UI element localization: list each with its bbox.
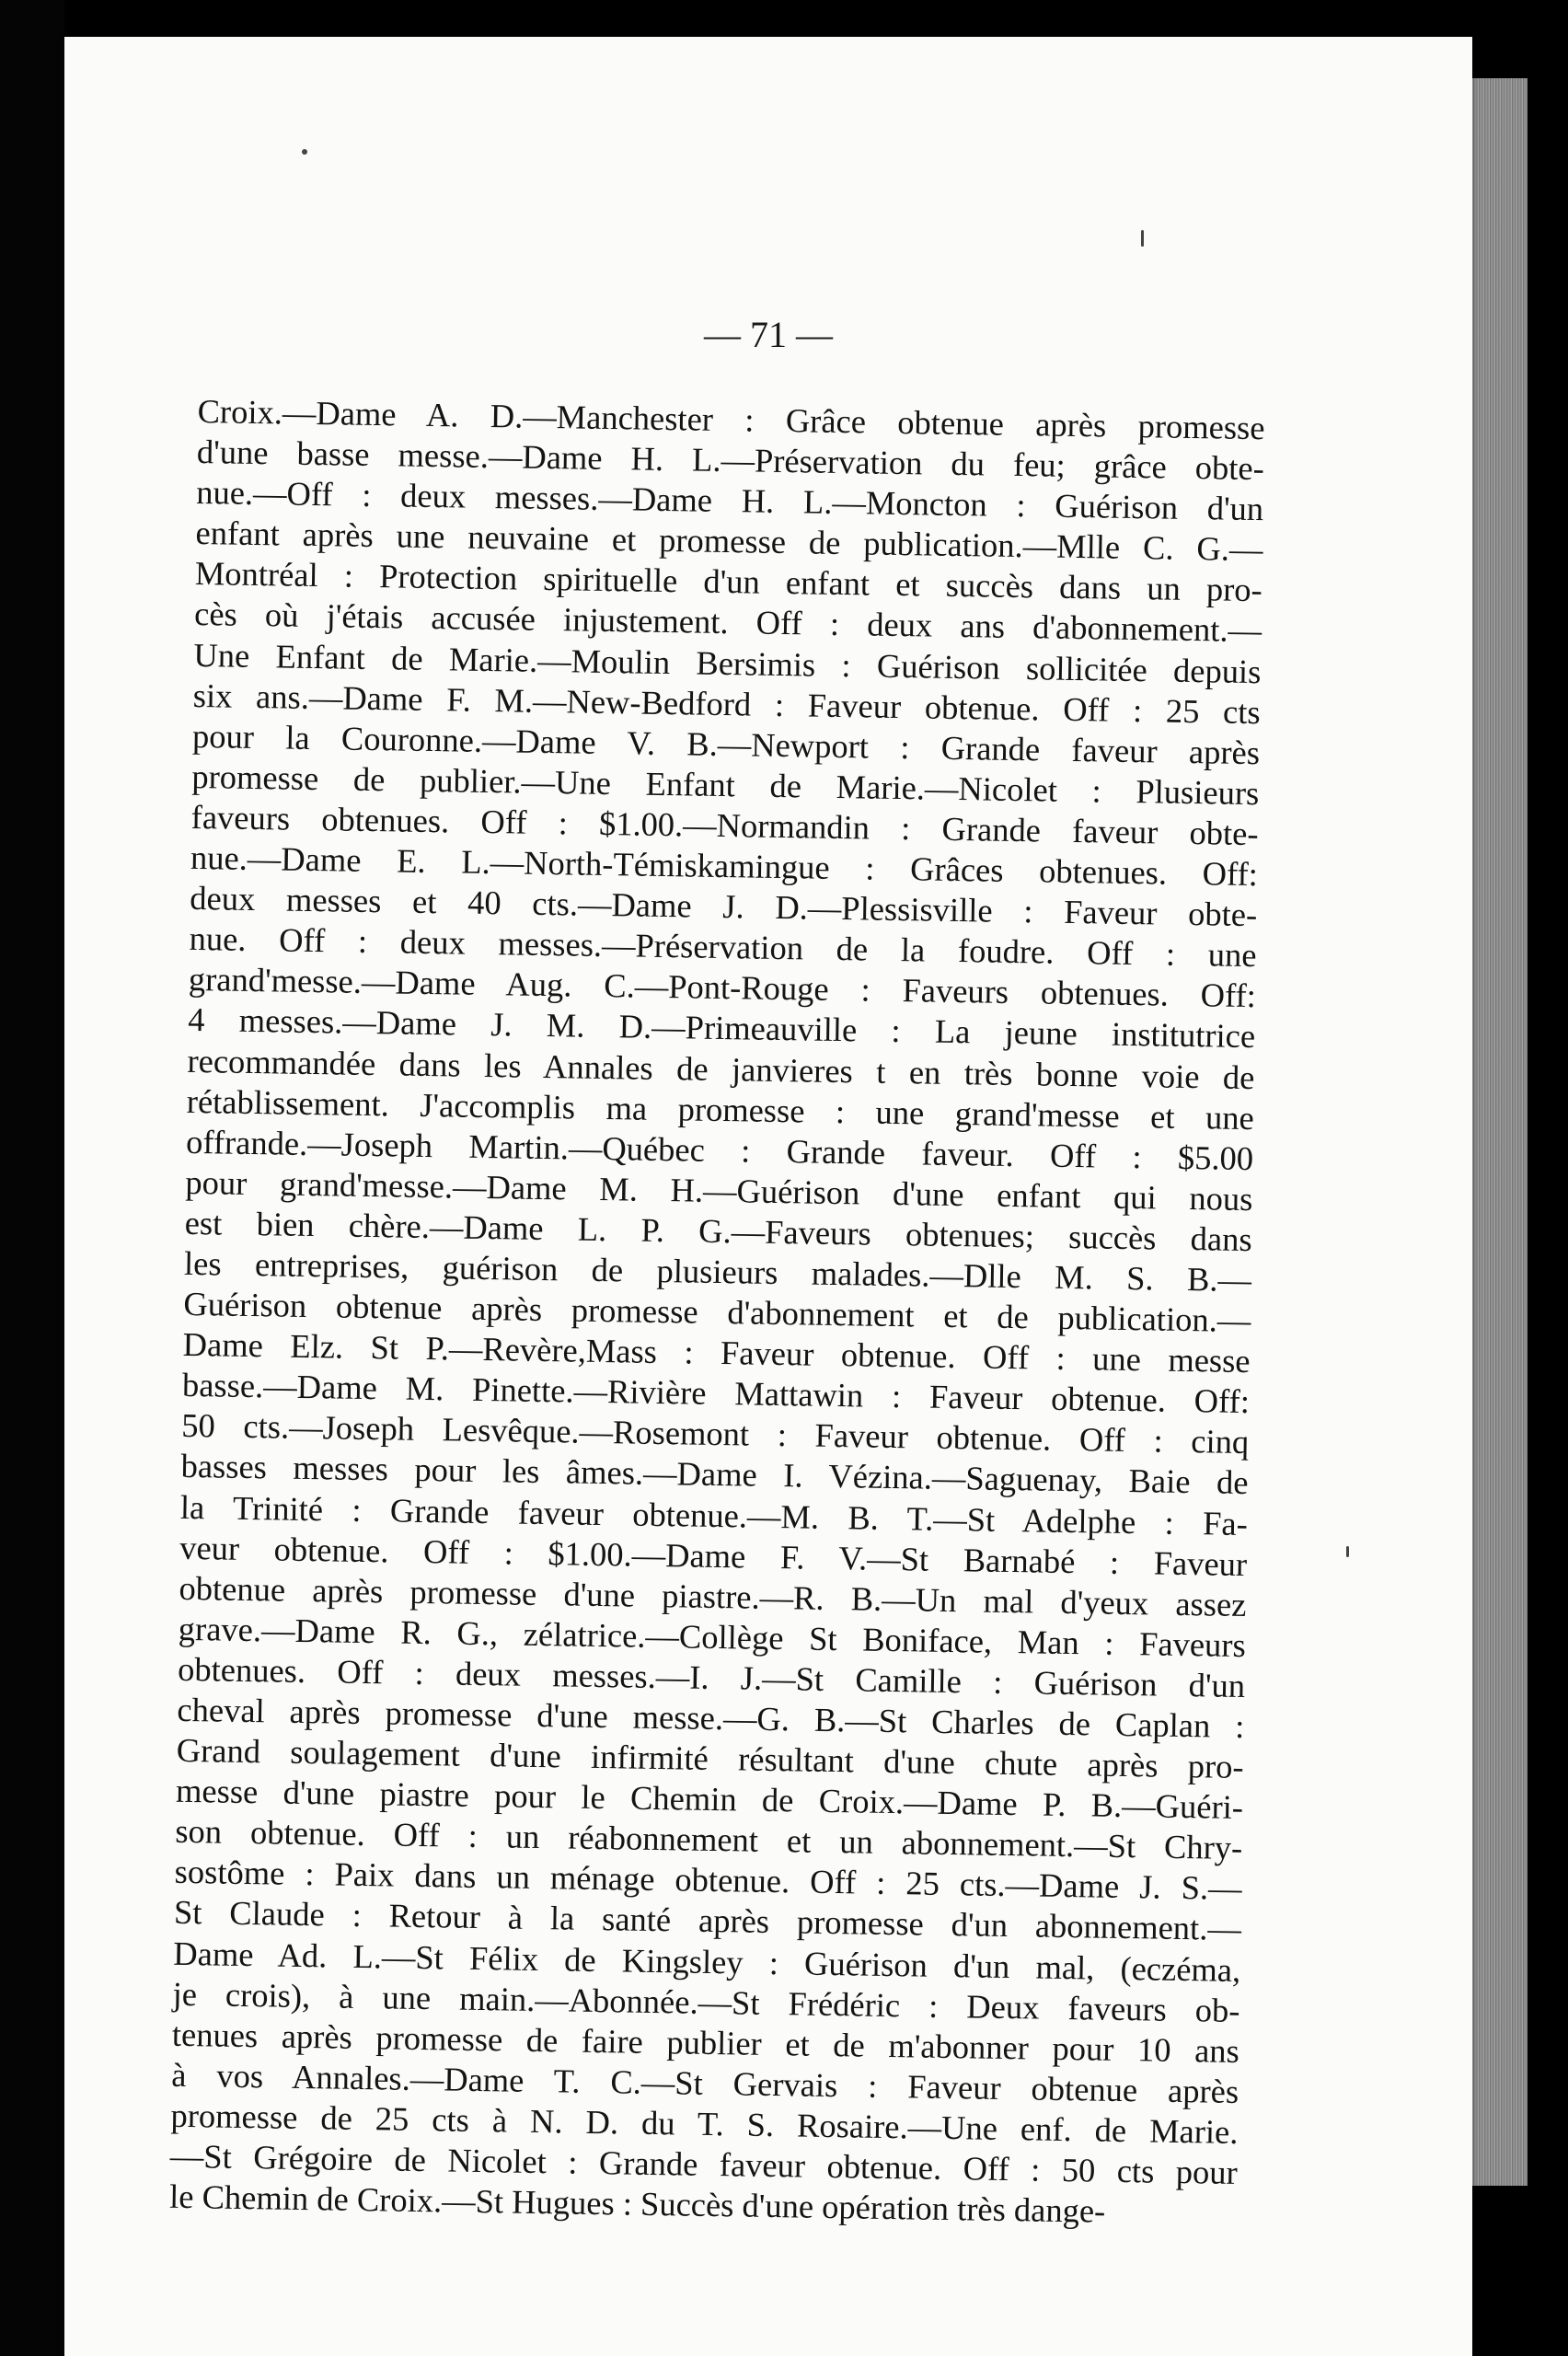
text-line: veur obtenue. Off : $1.00.—Dame F. V.—St Barnabé : Faveur xyxy=(179,1528,1248,1583)
text-line: le Chemin de Croix.—St Hugues : Succès d'une opération très dange- xyxy=(168,2177,1106,2230)
text-line: nue.—Off : deux messes.—Dame H. L.—Moncton : Guérison d'un xyxy=(195,473,1264,528)
text-line: nue.—Dame E. L.—North-Témiskamingue : Grâces obtenues. Off: xyxy=(190,837,1259,894)
page-number: — 71 — xyxy=(704,314,833,355)
text-line: six ans.—Dame F. M.—New-Bedford : Faveur obtenue. Off : 25 cts xyxy=(192,676,1261,731)
dust-speck xyxy=(1141,230,1144,247)
text-line: offrande.—Joseph Martin.—Québec : Grande faveur. Off : $5.00 xyxy=(185,1122,1254,1177)
text-line: est bien chère.—Dame L. P. G.—Faveurs obtenues; succès dans xyxy=(184,1203,1252,1258)
text-line: pour grand'messe.—Dame M. H.—Guérison d'une enfant qui nous xyxy=(185,1162,1253,1218)
text-line: grave.—Dame R. G., zélatrice.—Collège St Boniface, Man : Faveurs xyxy=(178,1609,1247,1664)
text-line: Dame Ad. L.—St Félix de Kingsley : Guérison d'un mal, (eczéma, xyxy=(173,1934,1241,1989)
text-line: Une Enfant de Marie.—Moulin Bersimis : Guérison sollicitée depuis xyxy=(193,635,1262,690)
text-line: Montréal : Protection spirituelle d'un enfant et succès dans un pro- xyxy=(194,554,1263,609)
text-line: 4 messes.—Dame J. M. D.—Primeauville : La jeune institutrice xyxy=(187,1000,1256,1056)
text-line: je crois), à une main.—Abonnée.—St Frédéric : Deux faveurs ob- xyxy=(172,1974,1240,2029)
dust-speck xyxy=(302,149,307,155)
text-line: promesse de 25 cts à N. D. du T. S. Rosaire.—Une enf. de Marie. xyxy=(170,2096,1239,2151)
book-page xyxy=(64,37,1472,2356)
text-line: Grand soulagement d'une infirmité résultant d'une chute après pro- xyxy=(176,1730,1244,1786)
text-line: cès où j'étais accusée injustement. Off : deux ans d'abonnement.— xyxy=(193,595,1262,650)
text-line: grand'messe.—Dame Aug. C.—Pont-Rouge : Faveurs obtenues. Off: xyxy=(188,960,1257,1015)
text-line: la Trinité : Grande faveur obtenue.—M. B. T.—St Adelphe : Fa- xyxy=(179,1487,1249,1542)
text-line: promesse de publier.—Une Enfant de Marie.—Nicolet : Plusieurs xyxy=(191,756,1260,813)
text-line: les entreprises, guérison de plusieurs malades.—Dlle M. S. B.— xyxy=(183,1243,1252,1299)
text-line: messe d'une piastre pour le Chemin de Croix.—Dame P. B.—Guéri- xyxy=(175,1772,1244,1827)
text-line: d'une basse messe.—Dame H. L.—Préservation du feu; grâce obte- xyxy=(196,433,1265,488)
text-line: pour la Couronne.—Dame V. B.—Newport : Grande faveur après xyxy=(191,716,1261,771)
text-line: recommandée dans les Annales de janvieres t en très bonne voie de xyxy=(187,1041,1255,1096)
film-border-left xyxy=(0,0,64,2356)
text-line: St Claude : Retour à la santé après promesse d'un abonnement.— xyxy=(173,1893,1242,1948)
text-line: deux messes et 40 cts.—Dame J. D.—Plessisville : Faveur obte- xyxy=(190,879,1258,934)
text-line: tenues après promesse de faire publier et de m'abonner pour 10 ans xyxy=(171,2015,1240,2070)
text-line: sostôme : Paix dans un ménage obtenue. Off : 25 cts.—Dame J. S.— xyxy=(174,1853,1242,1908)
text-line: basse.—Dame M. Pinette.—Rivière Mattawin : Faveur obtenue. Off: xyxy=(181,1366,1251,1421)
dust-speck xyxy=(1346,1546,1349,1557)
text-line: faveurs obtenues. Off : $1.00.—Normandin : Grande faveur obte- xyxy=(190,797,1259,853)
book-page-edges xyxy=(1468,78,1528,2186)
text-line: —St Grégoire de Nicolet : Grande faveur obtenue. Off : 50 cts pour xyxy=(169,2136,1239,2192)
text-line: obtenues. Off : deux messes.—I. J.—St Camille : Guérison d'un xyxy=(177,1649,1246,1704)
text-line: basses messes pour les âmes.—Dame I. Vézina.—Saguenay, Baie de xyxy=(180,1447,1249,1502)
text-line: à vos Annales.—Dame T. C.—St Gervais : Faveur obtenue après xyxy=(170,2055,1239,2110)
text-line: 50 cts.—Joseph Lesvêque.—Rosemont : Faveur obtenue. Off : cinq xyxy=(181,1406,1250,1461)
text-line: Dame Elz. St P.—Revère,Mass : Faveur obtenue. Off : une messe xyxy=(182,1325,1251,1380)
text-line: Croix.—Dame A. D.—Manchester : Grâce obtenue après promesse xyxy=(197,391,1265,447)
text-line: Guérison obtenue après promesse d'abonnement et de publication.— xyxy=(183,1284,1251,1340)
text-line: rétablissement. J'accomplis ma promesse : une grand'messe et une xyxy=(186,1081,1255,1137)
body-text xyxy=(169,391,1265,2234)
text-line: nue. Off : deux messes.—Préservation de la foudre. Off : une xyxy=(189,919,1257,975)
text-line: enfant après une neuvaine et promesse de publication.—Mlle C. G.— xyxy=(195,514,1263,569)
text-line: cheval après promesse d'une messe.—G. B.—St Charles de Caplan : xyxy=(177,1690,1245,1746)
text-line: son obtenue. Off : un réabonnement et un abonnement.—St Chry- xyxy=(175,1812,1243,1867)
text-line: obtenue après promesse d'une piastre.—R. B.—Un mal d'yeux assez xyxy=(179,1568,1247,1623)
